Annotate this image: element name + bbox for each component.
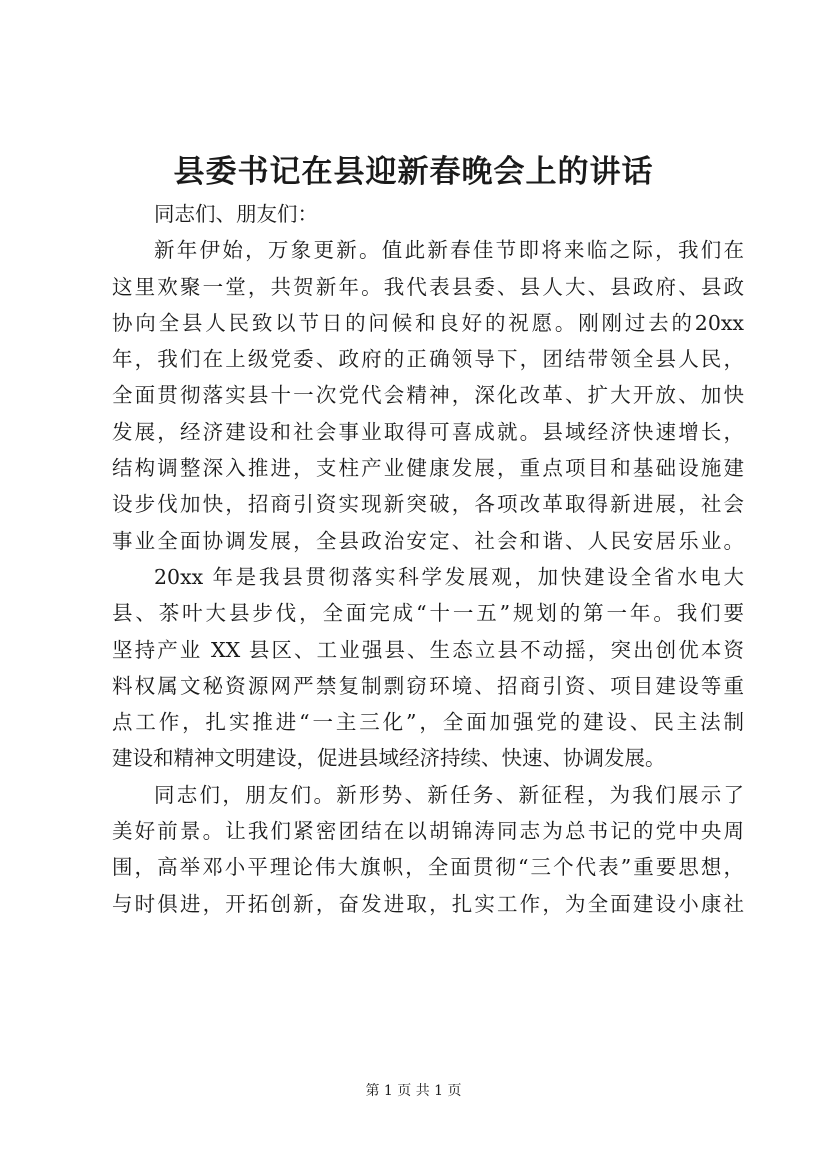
body-text-line: 料权属文秘资源网严禁复制剽窃环境、招商引资、项目建设等重 xyxy=(112,673,744,698)
body-text-line: 建设和精神文明建设，促进县域经济持续、快速、协调发展。 xyxy=(112,746,666,771)
body-text-line: 与时俱进，开拓创新，奋发进取，扎实工作，为全面建设小康社 xyxy=(112,891,744,916)
body-text-line: 事业全面协调发展，全县政治安定、社会和谐、人民安居乐业。 xyxy=(112,528,744,553)
body-text-line: 新年伊始，万象更新。值此新春佳节即将来临之际，我们在 xyxy=(154,238,744,263)
body-text-line: 全面贯彻落实县十一次党代会精神，深化改革、扩大开放、加快 xyxy=(112,383,744,408)
body-text-line: 结构调整深入推进，支柱产业健康发展，重点项目和基础设施建 xyxy=(112,456,744,481)
body-text-line: 这里欢聚一堂，共贺新年。我代表县委、县人大、县政府、县政 xyxy=(112,274,744,299)
body-text-line: 20xx 年是我县贯彻落实科学发展观，加快建设全省水电大 xyxy=(154,564,744,589)
body-text-line: 点工作，扎实推进“一主三化”，全面加强党的建设、民主法制 xyxy=(112,710,744,735)
body-text-line: 同志们，朋友们。新形势、新任务、新征程，为我们展示了 xyxy=(154,782,744,807)
body-text-line: 同志们、朋友们： xyxy=(154,202,318,226)
document-body xyxy=(112,196,744,922)
body-text-line: 设步伐加快，招商引资实现新突破，各项改革取得新进展，社会 xyxy=(112,492,744,517)
body-text-line: 美好前景。让我们紧密团结在以胡锦涛同志为总书记的党中央周 xyxy=(112,819,744,844)
document-title: 县委书记在县迎新春晚会上的讲话 xyxy=(173,154,654,190)
body-text-line: 年，我们在上级党委、政府的正确领导下，团结带领全县人民， xyxy=(112,347,744,372)
body-text-line: 协向全县人民致以节日的问候和良好的祝愿。刚刚过去的20xx xyxy=(112,310,744,335)
body-text-line: 坚持产业 XX 县区、工业强县、生态立县不动摇，突出创优本资 xyxy=(112,637,744,662)
body-text-line: 围，高举邓小平理论伟大旗帜，全面贯彻“三个代表”重要思想， xyxy=(112,855,744,880)
body-text-line: 发展，经济建设和社会事业取得可喜成就。县域经济快速增长， xyxy=(112,419,744,444)
page-footer: 第 1 页 共 1 页 xyxy=(365,1083,462,1099)
body-text-line: 县、茶叶大县步伐，全面完成“十一五”规划的第一年。我们要 xyxy=(112,601,744,626)
